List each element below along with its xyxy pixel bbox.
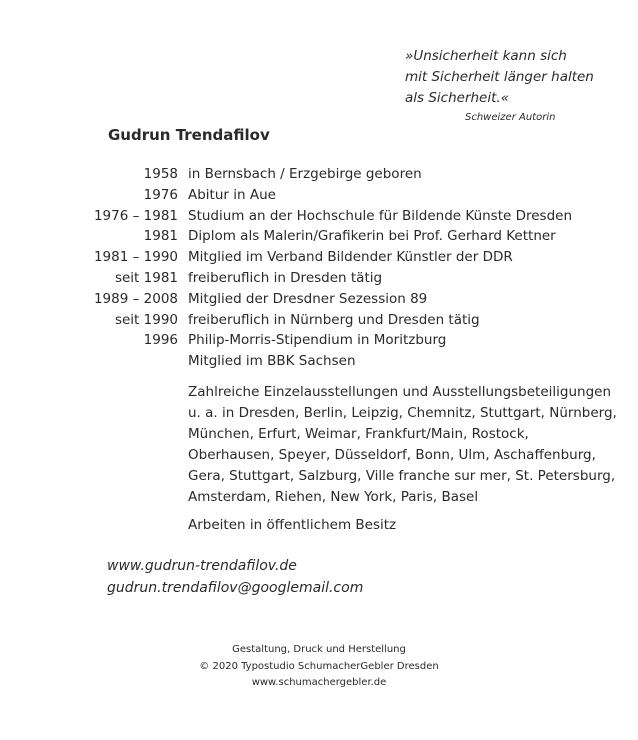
bio-event: in Bernsbach / Erzgebirge geboren [188,166,422,182]
quote-source: Schweizer Autorin [465,112,556,123]
bio-year: 1989 – 2008 [93,290,178,307]
bio-year: 1976 – 1981 [93,207,178,224]
bio-event: Studium an der Hochschule für Bildende Künste Dresden [188,207,573,224]
bio-event: Diplom als Malerin/Grafikerin bei Prof. Gerhard Kettner [188,228,556,245]
collections-paragraph [188,515,628,536]
exhibitions-line: München, Erfurt, Weimar, Frankfurt/Main, Rostock, [188,426,529,443]
contact-block [107,555,363,599]
bio-year: 1976 [143,186,178,203]
colophon [0,642,638,692]
bio-row [60,226,630,247]
quote-line: als Sicherheit.« [405,90,510,106]
quote-line: mit Sicherheit länger halten [405,69,594,85]
bio-year: 1981 [143,228,178,245]
epigraph-quote [405,46,630,109]
email-link[interactable]: gudrun.trendafilov@googlemail.com [107,580,364,596]
colophon-line: Gestaltung, Druck und Herstellung [232,644,406,655]
bio-year: 1996 [143,332,178,349]
bio-event: Mitglied im BBK Sachsen [188,353,356,370]
bio-year: seit 1990 [114,311,178,328]
bio-row [60,330,630,351]
bio-row [60,310,630,331]
artist-name: Gudrun Trendafilov [108,126,270,144]
bio-row [60,164,630,185]
biography-list [60,164,630,372]
exhibitions-line: u. a. in Dresden, Berlin, Leipzig, Chemnitz, Stuttgart, Nürnberg, [188,405,617,422]
bio-year [60,351,178,372]
colophon-link[interactable]: www.schumachergebler.de [251,677,387,688]
website-link[interactable]: www.gudrun-trendafilov.de [107,558,297,574]
exhibitions-line: Amsterdam, Riehen, New York, Paris, Basel [188,489,479,506]
colophon-line: © 2020 Typostudio SchumacherGebler Dresden [199,660,439,672]
exhibitions-line: Zahlreiche Einzelausstellungen und Ausstellungsbeteiligungen [188,384,612,400]
bio-event: Abitur in Aue [188,186,276,203]
bio-event: freiberuflich in Nürnberg und Dresden tätig [188,311,480,328]
quote-line: »Unsicherheit kann sich [405,48,567,64]
bio-row [60,268,630,289]
exhibitions-line: Gera, Stuttgart, Salzburg, Ville franche sur mer, St. Petersburg, [188,468,616,485]
bio-row [60,351,630,372]
bio-row [60,247,630,268]
bio-event: Mitglied im Verband Bildender Künstler der DDR [188,249,513,266]
exhibitions-line: Oberhausen, Speyer, Düsseldorf, Bonn, Ulm, Aschaffenburg, [188,447,596,464]
bio-row [60,206,630,227]
bio-event: Philip-Morris-Stipendium in Moritzburg [188,332,447,349]
collections-line: Arbeiten in öffentlichem Besitz [188,517,397,533]
bio-year: seit 1981 [114,269,178,286]
bio-row [60,185,630,206]
bio-row [60,289,630,310]
exhibitions-paragraph [188,382,628,509]
bio-event: freiberuflich in Dresden tätig [188,269,383,286]
bio-event: Mitglied der Dresdner Sezession 89 [188,290,428,307]
bio-year: 1958 [143,166,178,182]
bio-year: 1981 – 1990 [93,249,178,266]
